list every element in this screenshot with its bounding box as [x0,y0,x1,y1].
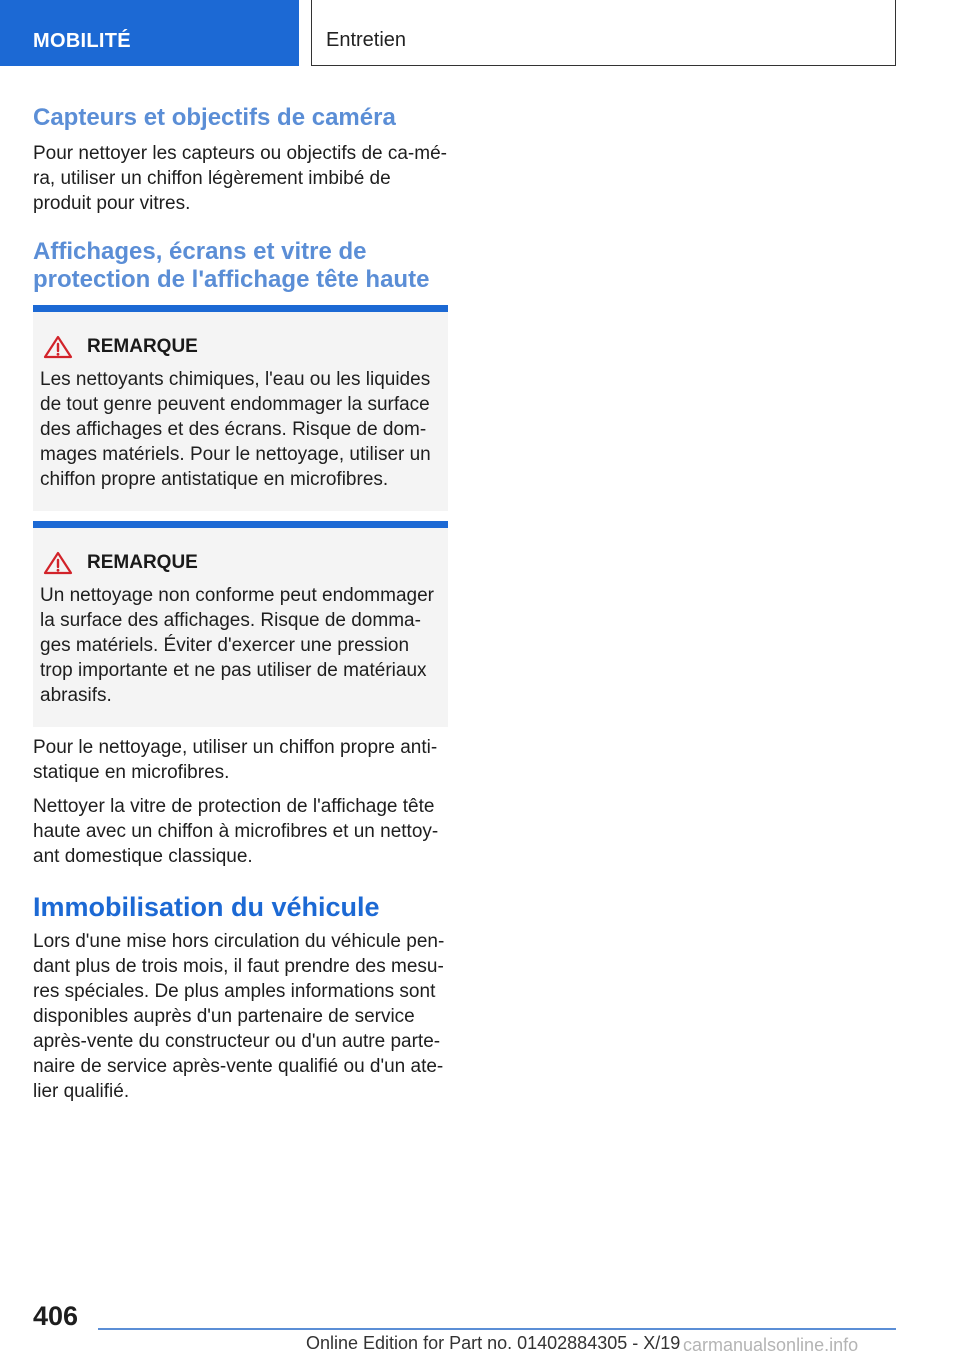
notice-text: Un nettoyage non conforme peut endommager la surface des affichages. Risque de domma-ges matériels. Éviter d'exercer une pression trop importante et ne pas utiliser de matériaux abrasifs. [40,585,434,706]
notice-label: REMARQUE [87,552,198,573]
section-title: Affichages, écrans et vitre de protection de l'affichage tête haute [33,238,430,293]
body-paragraph: Nettoyer la vitre de protection de l'affichage tête haute avec un chiffon à microfibres et un nettoy-ant domestique classique. [33,796,439,867]
warning-triangle-icon [43,335,73,359]
section-displays-body [33,735,448,869]
section-title: Immobilisation du véhicule [33,892,380,922]
notice-heading [43,551,448,575]
notice-box [33,521,448,727]
section-camera-sensors [33,104,448,216]
warning-triangle-icon [43,551,73,575]
header-chapter-tab [311,0,896,66]
footer-edition: Online Edition for Part no. 01402884305 - X/19 [306,1333,681,1353]
notice-heading [43,335,448,359]
page-number: 406 [33,1301,79,1331]
body-paragraph: Lors d'une mise hors circulation du véhicule pen-dant plus de trois mois, il faut prendre des mesu-res spéciales. De plus amples informations sont disponibles auprès d'un partenaire de service après-vente du constructeur ou d'un autre parte-naire de service après-vente qualifié ou d'un ate-lier qualifié. [33,931,445,1102]
watermark: carmanualsonline.info [683,1335,859,1355]
section-vehicle-storage [33,891,448,1104]
section-displays [33,238,448,294]
header-section-label: MOBILITÉ [33,30,131,52]
body-paragraph: Pour nettoyer les capteurs ou objectifs de ca-méra, utiliser un chiffon légèrement imbibé de produit pour vitres. [33,143,447,214]
notice-box [33,305,448,511]
footer-divider [98,1328,896,1330]
header-section-tab [0,0,299,66]
notice-label: REMARQUE [87,336,198,357]
body-paragraph: Pour le nettoyage, utiliser un chiffon propre anti-statique en microfibres. [33,737,438,783]
section-title: Capteurs et objectifs de caméra [33,104,396,131]
notice-text: Les nettoyants chimiques, l'eau ou les liquides de tout genre peuvent endommager la surface des affichages et des écrans. Risque de dom-mages matériels. Pour le nettoyage, utiliser un chiffon propre antistatique en microfibres. [40,369,431,490]
header-chapter-label: Entretien [326,29,407,51]
